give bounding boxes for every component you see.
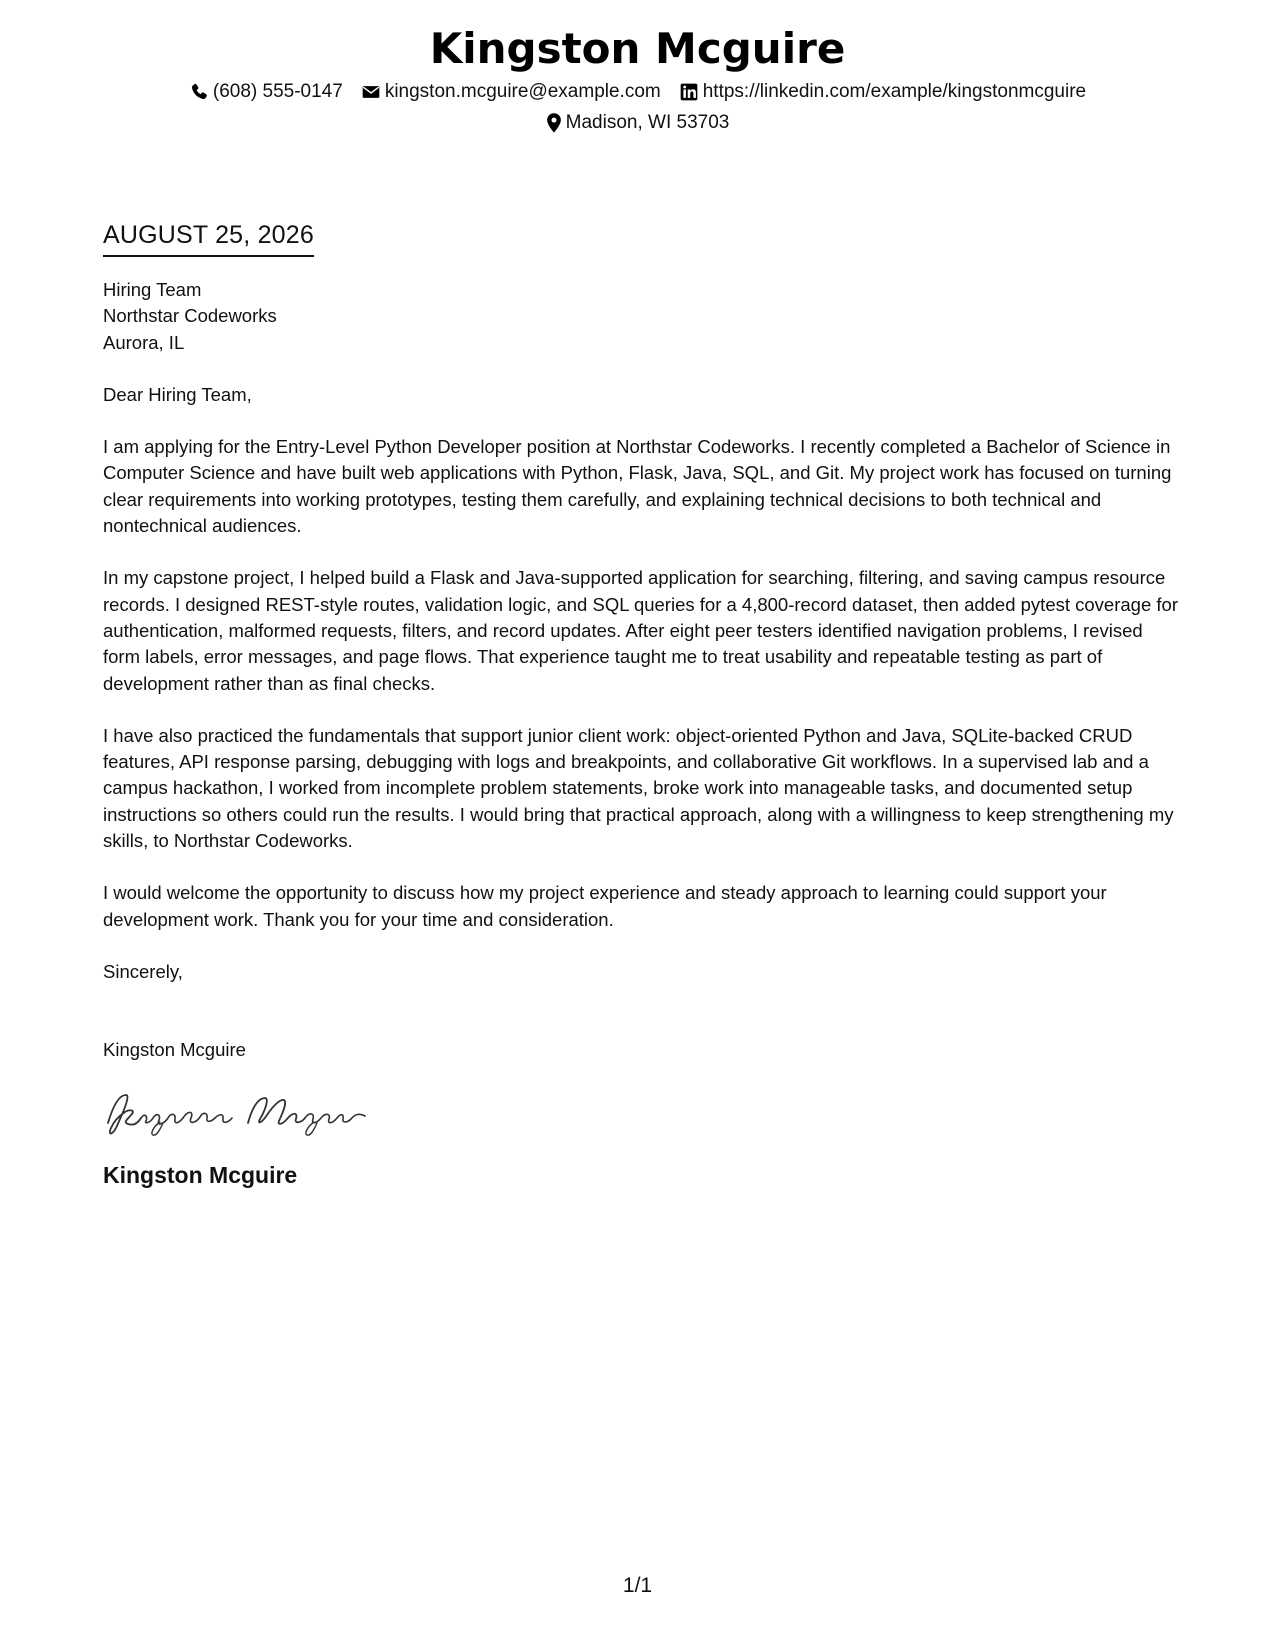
recipient-line: Northstar Codeworks — [103, 305, 277, 327]
body-paragraph: I would welcome the opportunity to discuss how my project experience and steady approach to learning could support your development work. Thank you for your time and consideration. — [103, 882, 1107, 930]
contact-line-secondary — [0, 107, 1275, 138]
phone-contact — [189, 76, 343, 107]
contact-line-primary — [0, 76, 1275, 107]
email-address[interactable]: kingston.mcguire@example.com — [384, 81, 661, 102]
body-paragraph: I am applying for the Entry-Level Python Developer position at Northstar Codeworks. I recently completed a Bachelor of Science in Computer Science and have built web applications with Python, Flask, Java, SQL, and Git. My project work has focused on turning clear requirements into working prototypes, testing them carefully, and explaining technical decisions to both technical and nontechnical audiences. — [103, 436, 1172, 537]
applicant-name: Kingston Mcguire — [429, 24, 846, 73]
location-contact — [546, 107, 730, 138]
letter-body — [103, 218, 1178, 1190]
recipient-line: Hiring Team — [103, 279, 202, 300]
linkedin-contact[interactable] — [679, 76, 1086, 107]
recipient-line: Aurora, IL — [103, 331, 185, 353]
linkedin-icon — [679, 82, 699, 102]
phone-number: (608) 555-0147 — [212, 81, 343, 102]
letter-header — [0, 22, 1275, 138]
phone-icon — [189, 82, 209, 102]
page-number: 1/1 — [622, 1574, 653, 1597]
closing: Sincerely, — [103, 960, 183, 982]
handwritten-signature — [103, 1088, 373, 1138]
linkedin-url[interactable]: https://linkedin.com/example/kingstonmcguire — [702, 81, 1087, 102]
typed-signature-name: Kingston Mcguire — [103, 1039, 246, 1061]
letter-date: AUGUST 25, 2026 — [103, 218, 314, 257]
body-paragraph: In my capstone project, I helped build a Flask and Java-supported application for searching, filtering, and saving campus resource records. I designed REST-style routes, validation logic, and SQL queries for a 4,800-record dataset, then added pytest coverage for authentication, malformed requests, filters, and record updates. After eight peer testers identified navigation problems, I revised form labels, error messages, and page flows. That experience taught me to treat usability and repeatable testing as part of development rather than as final checks. — [103, 567, 1178, 694]
envelope-icon — [361, 83, 381, 101]
signature-name-bold: Kingston Mcguire — [103, 1161, 298, 1188]
body-paragraph: I have also practiced the fundamentals that support junior client work: object-oriented Python and Java, SQLite-backed CRUD features, API response parsing, debugging with logs and breakpoints, and collaborative Git workflows. In a supervised lab and a campus hackathon, I worked from incomplete problem statements, broke work into manageable tasks, and documented setup instructions so others could run the results. I would bring that practical approach, along with a willingness to keep strengthening my skills, to Northstar Codeworks. — [103, 724, 1174, 852]
map-pin-icon — [546, 112, 562, 134]
location-text: Madison, WI 53703 — [565, 112, 730, 133]
salutation: Dear Hiring Team, — [103, 383, 252, 405]
recipient-block — [103, 277, 1178, 356]
email-contact[interactable] — [361, 76, 661, 107]
